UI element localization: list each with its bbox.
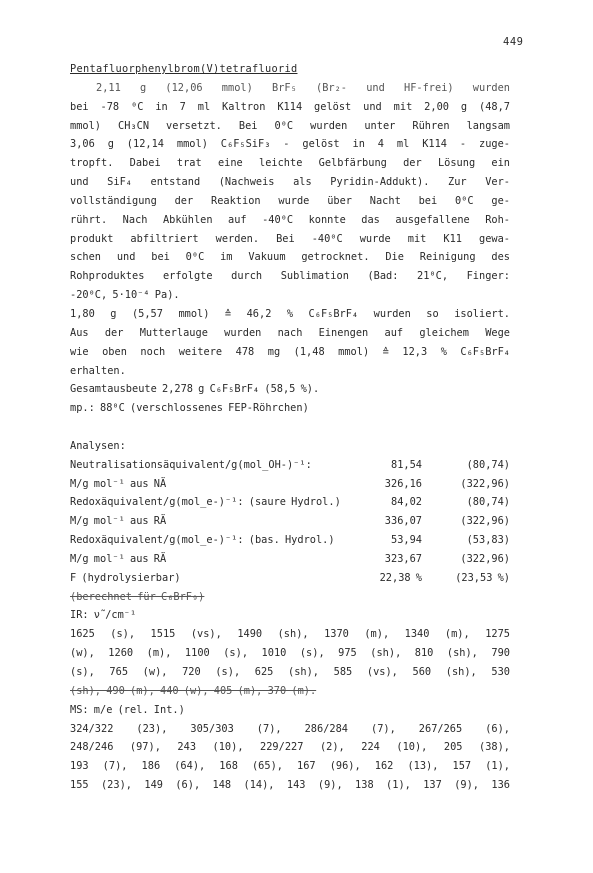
analysis-calc: (322,96)	[460, 477, 510, 490]
yield-paragraph	[70, 305, 510, 418]
text-line: 155 (23), 149 (6), 148 (14), 143 (9), 138 (1), 137 (9), 136	[70, 779, 510, 792]
analysis-found: 22,38 %	[379, 571, 422, 584]
text-line: wie oben noch weitere 478 mg (1,48 mmol) ≙ 12,3 % C₆F₅BrF₄	[70, 345, 510, 358]
spacer	[70, 418, 510, 437]
section-title: Pentafluorphenylbrom(V)tetrafluorid	[70, 63, 298, 75]
text-line: -20⁰C, 5·10⁻⁴ Pa).	[70, 289, 180, 302]
analysen-table	[70, 456, 510, 588]
analysis-label: Redoxäquivalent/g(mol_e-)⁻¹: (bas. Hydrol.)	[70, 534, 335, 547]
text-line: 1,80 g (5,57 mmol) ≙ 46,2 % C₆F₅BrF₄ wurden so isoliert.	[70, 307, 510, 320]
ms-heading: MS: m/e (rel. Int.)	[70, 703, 185, 716]
text-line: Aus der Mutterlauge wurden nach Einengen auf gleichem Wege	[70, 326, 510, 339]
analysis-row	[70, 550, 510, 569]
analysis-found: 323,67	[384, 552, 422, 565]
analysis-found: 336,07	[384, 515, 422, 528]
text-line: mmol) CH₃CN versetzt. Bei 0⁰C wurden unter Rühren langsam	[70, 119, 510, 132]
analysis-found: 81,54	[391, 458, 422, 471]
text-line: Gesamtausbeute 2,278 g C₆F₅BrF₄ (58,5 %).	[70, 383, 320, 396]
analysis-found: 53,94	[391, 534, 422, 547]
text-line: Rohproduktes erfolgte durch Sublimation (Bad: 21⁰C, Finger:	[70, 270, 510, 283]
text-line: mp.: 88⁰C (verschlossenes FEP-Röhrchen)	[70, 402, 309, 415]
text-line: schen und bei 0⁰C im Vakuum getrocknet. Die Reinigung des	[70, 251, 510, 264]
analysis-calc: (80,74)	[466, 496, 510, 509]
text-line: rührt. Nach Abkühlen auf -40⁰C konnte das ausgefallene Roh-	[70, 213, 510, 226]
analysis-row	[70, 493, 510, 512]
analysis-calc: (53,83)	[466, 534, 510, 547]
ms-data	[70, 720, 510, 795]
text-line: 3,06 g (12,14 mmol) C₆F₅SiF₃ - gelöst in 4 ml K114 - zuge-	[70, 138, 510, 151]
analysis-row	[70, 531, 510, 550]
analysis-row	[70, 475, 510, 494]
text-line: erhalten.	[70, 364, 126, 377]
analysen-heading: Analysen:	[70, 439, 126, 452]
analysis-calc: (80,74)	[466, 458, 510, 471]
analysis-found: 326,16	[384, 477, 422, 490]
text-line: 324/322 (23), 305/303 (7), 286/284 (7), 267/265 (6),	[70, 722, 510, 735]
text-line: (s), 765 (w), 720 (s), 625 (sh), 585 (vs), 560 (sh), 530	[70, 666, 510, 678]
analysis-label: Neutralisationsäquivalent/g(mol_OH-)⁻¹:	[70, 458, 312, 471]
analysis-label: M/g mol⁻¹ aus RÄ	[70, 515, 167, 528]
text-line: tropft. Dabei trat eine leichte Gelbfärbung der Lösung ein	[70, 157, 510, 170]
text-line: produkt abfiltriert werden. Bei -40⁰C wurde mit K11 gewa-	[70, 232, 510, 245]
analysis-row	[70, 512, 510, 531]
analysis-label: F (hydrolysierbar)	[70, 571, 181, 584]
text-line: (w), 1260 (m), 1100 (s), 1010 (s), 975 (sh), 810 (sh), 790	[70, 647, 510, 660]
analysis-row	[70, 569, 510, 588]
text-line: vollständigung der Reaktion wurde über Nacht bei 0⁰C ge-	[70, 194, 510, 207]
text-line: und SiF₄ entstand (Nachweis als Pyridin-Addukt). Zur Ver-	[70, 176, 510, 189]
text-line: (sh), 490 (m), 440 (w), 405 (m), 370 (m).	[70, 684, 317, 697]
ir-heading: IR: ν̃ /cm⁻¹	[70, 609, 137, 622]
analysis-label: M/g mol⁻¹ aus NÄ	[70, 477, 167, 490]
analysis-calc: (322,96)	[460, 552, 510, 565]
text-line: 248/246 (97), 243 (10), 229/227 (2), 224 (10), 205 (38),	[70, 741, 510, 754]
ir-data	[70, 625, 510, 700]
calc-note: (berechnet für C₆BrF₉)	[70, 590, 205, 603]
text-line: 2,11 g (12,06 mmol) BrF₅ (Br₂- und HF-frei) wurden	[96, 81, 510, 94]
text-body	[70, 60, 510, 795]
page-number: 449	[503, 36, 524, 48]
analysis-label: M/g mol⁻¹ aus RÄ	[70, 552, 167, 565]
analysis-row	[70, 456, 510, 475]
analysis-calc: (322,96)	[460, 515, 510, 528]
procedure-paragraph	[70, 79, 510, 305]
text-line: 1625 (s), 1515 (vs), 1490 (sh), 1370 (m), 1340 (m), 1275	[70, 628, 510, 641]
analysis-found: 84,02	[391, 496, 422, 509]
analysis-calc: (23,53 %)	[455, 571, 510, 584]
text-line: bei -78 ⁰C in 7 ml Kaltron K114 gelöst und mit 2,00 g (48,7	[70, 100, 510, 113]
analysis-label: Redoxäquivalent/g(mol_e-)⁻¹: (saure Hydrol.)	[70, 496, 341, 509]
text-line: 193 (7), 186 (64), 168 (65), 167 (96), 162 (13), 157 (1),	[70, 760, 510, 773]
